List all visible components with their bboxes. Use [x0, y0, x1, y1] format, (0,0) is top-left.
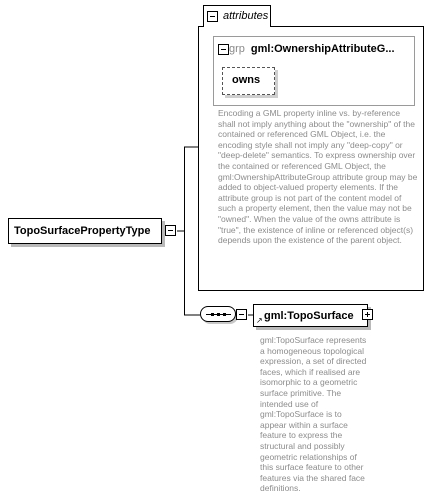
collapse-icon[interactable] — [207, 11, 218, 22]
attribute-group-header — [229, 43, 395, 55]
attributes-description: Encoding a GML property inline vs. by-reference shall not imply anything about the "ownership" of the contained or referenced GML Object, i.e. the encoding style shall not imply any "deep-copy" or "deep-delete" semantics. To express ownership over the contained or referenced GML Object, the gml:OwnershipAttributeGroup attribute group may be added to object-valued property elements. If the attribute group is not part of the content model of such a property element, then the value may not be "owned". When the value of the owns attribute is "true", the existence of inline or referenced object(s) depends upon the existence of the parent object. — [218, 108, 418, 246]
attributes-tab[interactable] — [203, 5, 271, 27]
group-name: gml:OwnershipAttributeG... — [250, 43, 395, 55]
sequence-collapse-icon[interactable] — [236, 309, 247, 320]
topo-surface-property-type-label: TopoSurfacePropertyType — [14, 225, 151, 237]
owns-attribute-label: owns — [232, 74, 261, 86]
topo-surface-description: gml:TopoSurface represents a homogeneous topological expression, a set of directed faces, which if realised are isomorphic to a geometric surface primitive. The intended use of gml:TopoSurface is to appear within a surface feature to express the structural and possibly geometric relationships of this surface feature to other features via the shared face definitions. — [260, 335, 367, 494]
sequence-icon — [201, 307, 237, 323]
group-prefix: grp — [229, 43, 245, 55]
reference-arrow-icon: ↗ — [256, 316, 263, 325]
main-collapse-icon[interactable] — [165, 225, 176, 236]
attributes-tab-label: attributes — [223, 10, 269, 22]
sequence-compositor[interactable] — [200, 306, 236, 322]
group-collapse-icon[interactable] — [218, 44, 229, 55]
expand-icon[interactable] — [362, 309, 373, 320]
gml-topo-surface-label: gml:TopoSurface — [264, 310, 354, 322]
